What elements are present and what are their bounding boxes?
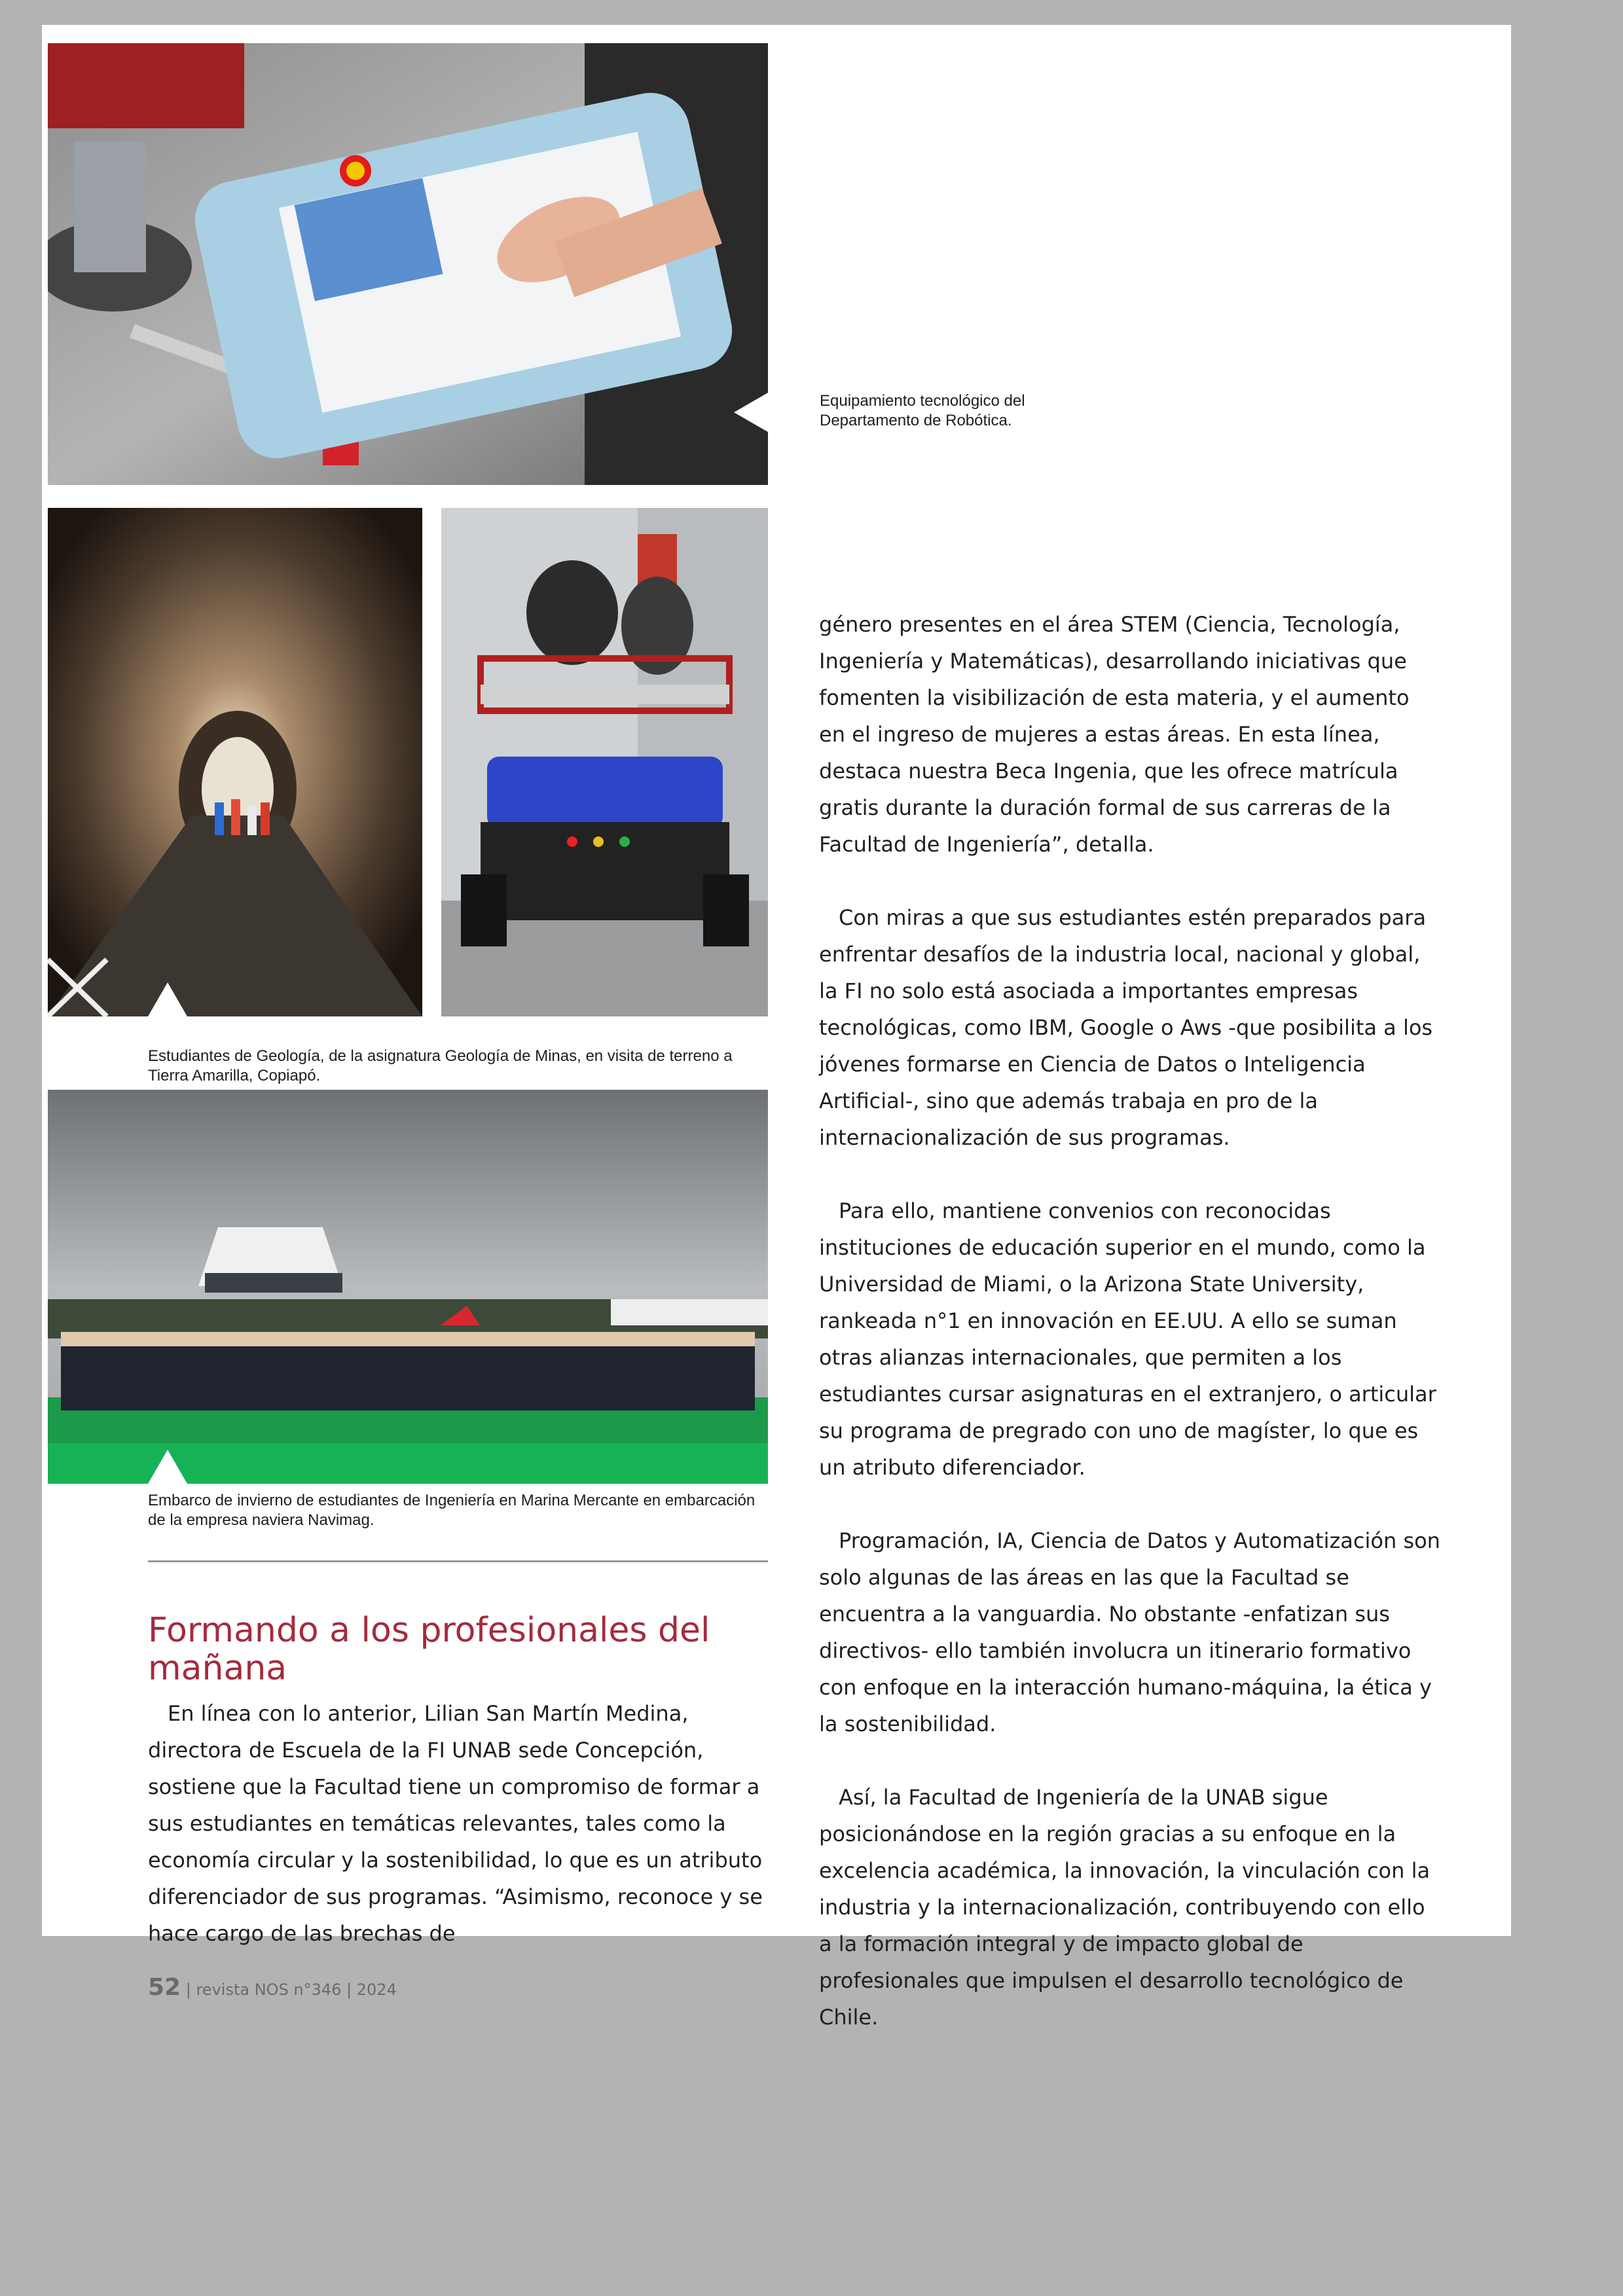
right-column [819, 606, 1441, 2072]
right-paragraph-3: Para ello, mantiene convenios con reconocidas instituciones de educación superior en el mundo, como la Universidad de Miami, o la Arizona State University, rankeada n°1 en innovación en EE.UU. A ello se suman otras alianzas internacionales, que permiten a los estudiantes cursar asignaturas en el extranjero, o articular su programa de pregrado con uno de magíster, lo que es un atributo diferenciador. [819, 1198, 1436, 1480]
robot-vehicle-photo [441, 508, 768, 1016]
caption-pointer-icon [734, 393, 768, 432]
right-paragraph-2: Con miras a que sus estudiantes estén preparados para enfrentar desafíos de la industria local, nacional y global, la FI no solo está asociada a importantes empresas tecnológicas, como IBM, Google o Aws -que posibilita a los jóvenes formarse en Ciencia de Datos o Inteligencia Artificial-, sino que además trabaja en pro de la internacionalización de sus programas. [819, 905, 1433, 1150]
left-paragraph: En línea con lo anterior, Lilian San Martín Medina, directora de Escuela de la FI UNAB sede Concepción, sostiene que la Facultad tiene un compromiso de formar a sus estudiantes en temáticas relevantes, tales como la economía circular y la sostenibilidad, lo que es un atributo diferenciador de sus programas. “Asimismo, reconoce y se hace cargo de las brechas de [148, 1701, 763, 1946]
right-paragraph-4: Programación, IA, Ciencia de Datos y Automatización son solo algunas de las áreas en las que la Facultad se encuentra a la vanguardia. No obstante -enfatizan sus directivos- ello también involucra un itinerario formativo con enfoque en la interacción humano-máquina, la ética y la sostenibilidad. [819, 1528, 1440, 1736]
robotics-tablet-photo [48, 43, 768, 485]
caption-pointer-icon [148, 1450, 187, 1484]
geology-caption: Estudiantes de Geología, de la asignatura Geología de Minas, en visita de terreno a Tierra Amarilla, Copiapó. [148, 1047, 733, 1085]
robotics-caption: Equipamiento tecnológico del Departamento de Robótica. [820, 392, 1025, 429]
page-footer [148, 1974, 397, 2001]
ship-deck-group-photo [48, 1090, 768, 1484]
section-divider [148, 1560, 768, 1562]
marina-caption: Embarco de invierno de estudiantes de Ingeniería en Marina Mercante en embarcación de la empresa naviera Navimag. [148, 1492, 756, 1529]
publication-info: | revista NOS n°346 | 2024 [185, 1981, 397, 1999]
right-paragraph-1: género presentes en el área STEM (Ciencia, Tecnología, Ingeniería y Matemáticas), desarrollando iniciativas que fomenten la visibilización de esta materia, y el aumento en el ingreso de mujeres a estas áreas. En esta línea, destaca nuestra Beca Ingenia, que les ofrece matrícula gratis durante la duración formal de sus carreras de la Facultad de Ingeniería”, detalla. [819, 612, 1410, 857]
left-column [148, 1695, 767, 1952]
section-heading: Formando a los profesionales del mañana [148, 1611, 710, 1688]
caption-pointer-icon [148, 982, 187, 1016]
page-number: 52 [148, 1974, 181, 2001]
right-paragraph-5: Así, la Facultad de Ingeniería de la UNAB sigue posicionándose en la región gracias a su enfoque en la excelencia académica, la innovación, la vinculación con la industria y la internacionalización, contribuyendo con ello a la formación integral y de impacto global de profesionales que impulsen el desarrollo tecnológico de Chile. [819, 1785, 1431, 2030]
mine-tunnel-photo [48, 508, 422, 1016]
